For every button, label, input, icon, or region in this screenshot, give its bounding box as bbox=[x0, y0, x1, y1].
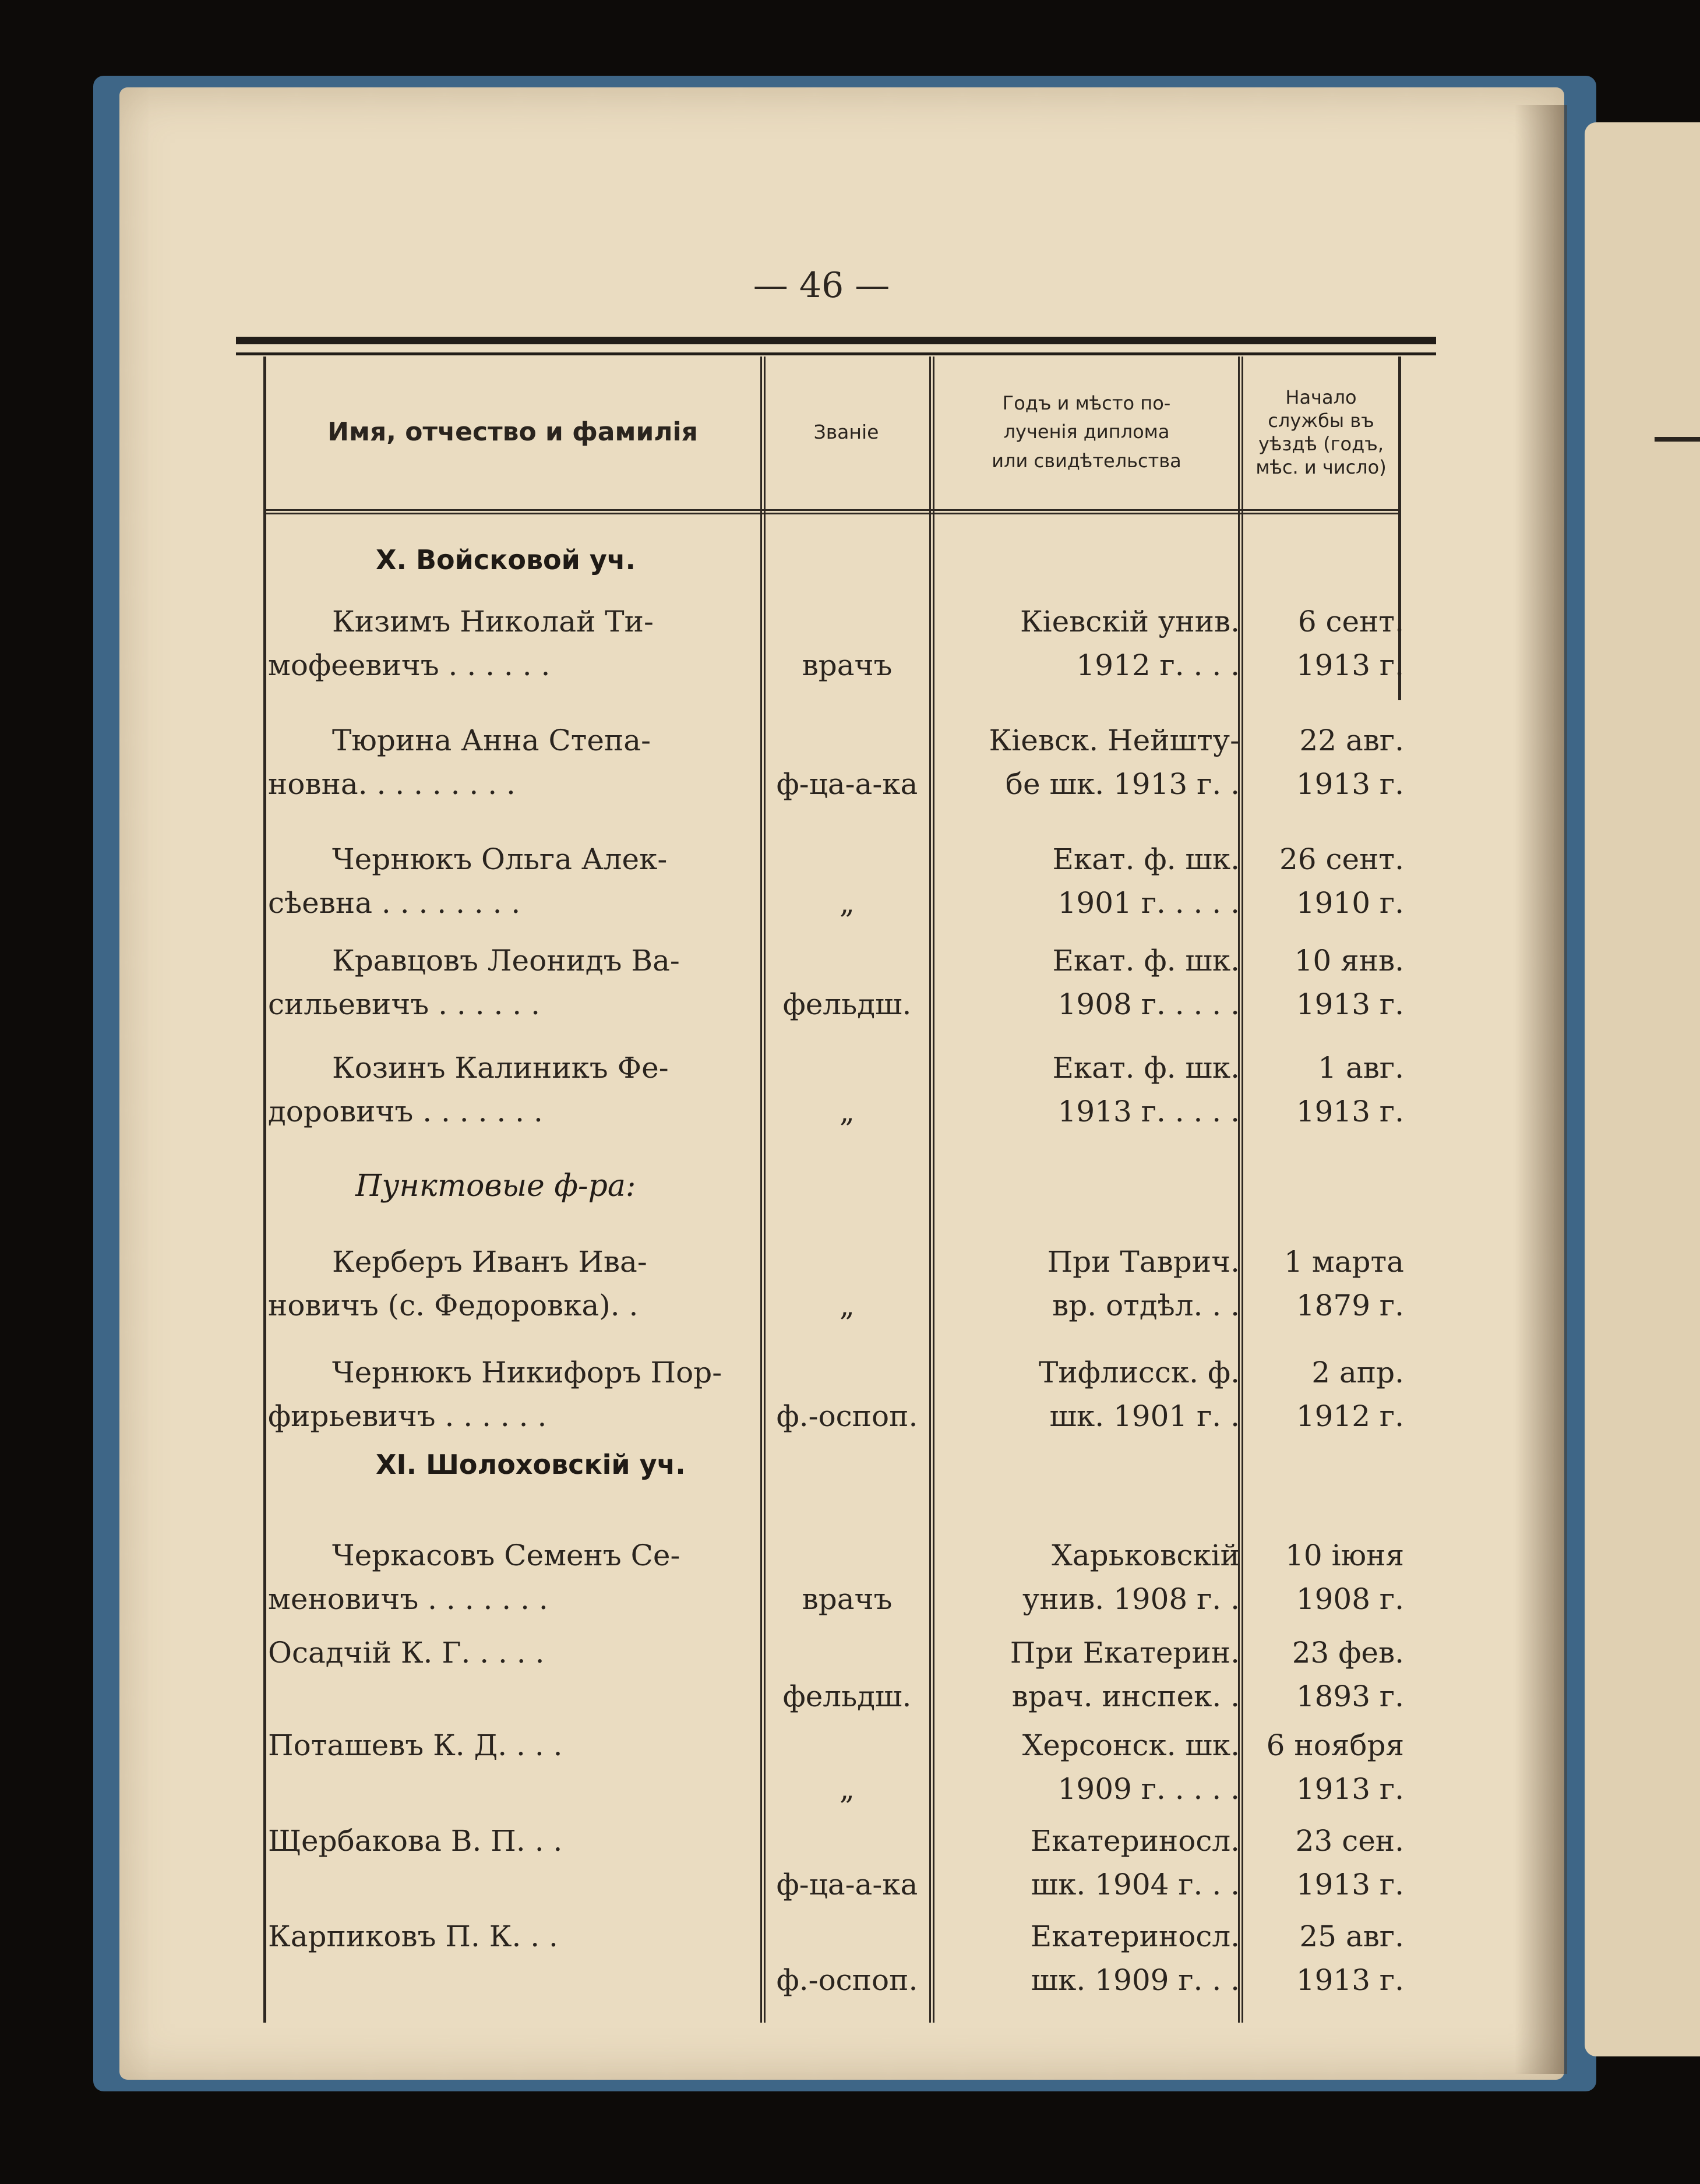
service-start-cell: 10 янв. 1913 г. bbox=[1294, 944, 1404, 1021]
top-rule-thin bbox=[236, 352, 1436, 355]
name-cell bbox=[268, 719, 757, 806]
name-line: Черкасовъ Семенъ Се- bbox=[332, 1539, 680, 1572]
diploma-cell: Кіевскій унив. 1912 г. . . . bbox=[1020, 605, 1240, 682]
diploma-cell: Кіевск. Нейшту- бе шк. 1913 г. . bbox=[989, 724, 1240, 801]
header-service-start: Начало службы въ уѣздѣ (годъ, мѣс. и число) bbox=[1255, 386, 1387, 478]
header-name: Имя, отчество и фамилія bbox=[327, 417, 698, 447]
name-line: Поташевъ К. Д. . . . bbox=[268, 1728, 563, 1762]
name-cell bbox=[268, 1915, 757, 1959]
subsection-heading: Пунктовые ф-ра: bbox=[355, 1169, 636, 1204]
rank-cell: „ bbox=[840, 1095, 855, 1128]
column-divider bbox=[1242, 357, 1243, 2023]
service-start-cell: 1 марта 1879 г. bbox=[1284, 1245, 1404, 1322]
diploma-cell: При Екатерин. врач. инспек. . bbox=[1010, 1636, 1240, 1713]
service-start-cell: 2 апр. 1912 г. bbox=[1296, 1356, 1404, 1433]
name-line: новна. . . . . . . . . bbox=[268, 767, 516, 801]
name-line: фирьевичъ . . . . . . bbox=[268, 1399, 547, 1433]
rank-cell: ф.-оспоп. bbox=[776, 1399, 918, 1433]
name-line: Чернюкъ Никифоръ Пор- bbox=[332, 1356, 722, 1389]
name-line: Кизимъ Николай Ти- bbox=[332, 605, 654, 638]
column-divider bbox=[263, 357, 266, 2023]
section-heading: XI. Шолоховскій уч. bbox=[376, 1449, 686, 1480]
staff-table bbox=[268, 357, 1404, 2028]
column-divider bbox=[760, 357, 762, 2023]
header-divider bbox=[263, 509, 1401, 511]
name-line: сильевичъ . . . . . . bbox=[268, 987, 540, 1021]
diploma-cell: Екат. ф. шк. 1901 г. . . . . bbox=[1052, 842, 1240, 920]
name-line: меновичъ . . . . . . . bbox=[268, 1582, 548, 1616]
facing-page-edge bbox=[1585, 122, 1700, 2056]
rank-cell: врачъ bbox=[802, 1582, 893, 1616]
service-start-cell: 23 сен. 1913 г. bbox=[1295, 1824, 1404, 1901]
page-number: — 46 — bbox=[753, 265, 890, 306]
service-start-cell: 6 ноября 1913 г. bbox=[1266, 1728, 1404, 1806]
name-cell bbox=[268, 1724, 757, 1767]
diploma-cell: Екат. ф. шк. 1908 г. . . . . bbox=[1052, 944, 1240, 1021]
diploma-cell: Херсонск. шк. 1909 г. . . . . bbox=[1022, 1728, 1240, 1806]
diploma-cell: Тифлисск. ф. шк. 1901 г. . bbox=[1039, 1356, 1240, 1433]
name-line: Щербакова В. П. . . bbox=[268, 1824, 563, 1858]
name-line: новичъ (с. Федоровка). . bbox=[268, 1289, 639, 1322]
name-cell bbox=[268, 1534, 757, 1621]
diploma-cell: Екатериносл. шк. 1909 г. . . bbox=[1030, 1920, 1240, 1997]
diploma-cell: Харьковскій унив. 1908 г. . bbox=[1022, 1539, 1240, 1616]
name-cell bbox=[268, 1046, 757, 1134]
top-rule bbox=[236, 337, 1436, 344]
page-gutter-shadow bbox=[1515, 105, 1567, 2074]
service-start-cell: 22 авг. 1913 г. bbox=[1296, 724, 1404, 801]
rank-cell: фельдш. bbox=[782, 987, 912, 1021]
rank-cell: ф-ца-а-ка bbox=[776, 1868, 918, 1901]
rank-cell: ф-ца-а-ка bbox=[776, 767, 918, 801]
service-start-cell: 26 сент. 1910 г. bbox=[1279, 842, 1404, 920]
name-line: Карпиковъ П. К. . . bbox=[268, 1920, 558, 1953]
name-line: сѣевна . . . . . . . . bbox=[268, 886, 521, 920]
rank-cell: „ bbox=[840, 1772, 855, 1806]
name-cell bbox=[268, 1631, 757, 1675]
rank-cell: „ bbox=[840, 886, 855, 920]
name-cell bbox=[268, 838, 757, 925]
name-line: Кравцовъ Леонидъ Ва- bbox=[332, 944, 680, 978]
name-line: Тюрина Анна Степа- bbox=[332, 724, 651, 757]
name-line: доровичъ . . . . . . . bbox=[268, 1095, 543, 1128]
column-divider bbox=[929, 357, 931, 2023]
service-start-cell: 10 іюня 1908 г. bbox=[1285, 1539, 1404, 1616]
header-diploma: Годъ и мѣсто по- лученія диплома или свидѣтельства bbox=[992, 391, 1181, 472]
name-line: Осадчій К. Г. . . . . bbox=[268, 1636, 545, 1670]
name-line: Чернюкъ Ольга Алек- bbox=[332, 842, 668, 876]
service-start-cell: 23 фев. 1893 г. bbox=[1292, 1636, 1404, 1713]
name-line: Козинъ Калиникъ Фе- bbox=[332, 1051, 669, 1085]
rank-cell: врачъ bbox=[802, 648, 893, 682]
header-rank: Званіе bbox=[813, 421, 879, 444]
service-start-cell: 25 авг. 1913 г. bbox=[1296, 1920, 1404, 1997]
name-cell bbox=[268, 1819, 757, 1863]
diploma-cell: При Таврич. вр. отдѣл. . . bbox=[1047, 1245, 1240, 1322]
column-divider bbox=[764, 357, 766, 2023]
name-cell bbox=[268, 939, 757, 1026]
section-heading: X. Войсковой уч. bbox=[376, 544, 636, 576]
name-cell bbox=[268, 1351, 757, 1438]
rank-cell: фельдш. bbox=[782, 1680, 912, 1713]
column-divider bbox=[933, 357, 934, 2023]
name-line: Керберъ Иванъ Ива- bbox=[332, 1245, 647, 1279]
name-cell bbox=[268, 600, 757, 687]
name-line: мофеевичъ . . . . . . bbox=[268, 648, 551, 682]
diploma-cell: Екат. ф. шк. 1913 г. . . . . bbox=[1052, 1051, 1240, 1128]
service-start-cell: 6 сент. 1913 г. bbox=[1296, 605, 1404, 682]
diploma-cell: Екатериносл. шк. 1904 г. . . bbox=[1030, 1824, 1240, 1901]
rank-cell: ф.-оспоп. bbox=[776, 1963, 918, 1997]
header-divider bbox=[263, 513, 1401, 514]
facing-page-rule bbox=[1655, 437, 1700, 442]
rank-cell: „ bbox=[840, 1289, 855, 1322]
name-cell bbox=[268, 1240, 757, 1328]
service-start-cell: 1 авг. 1913 г. bbox=[1296, 1051, 1404, 1128]
